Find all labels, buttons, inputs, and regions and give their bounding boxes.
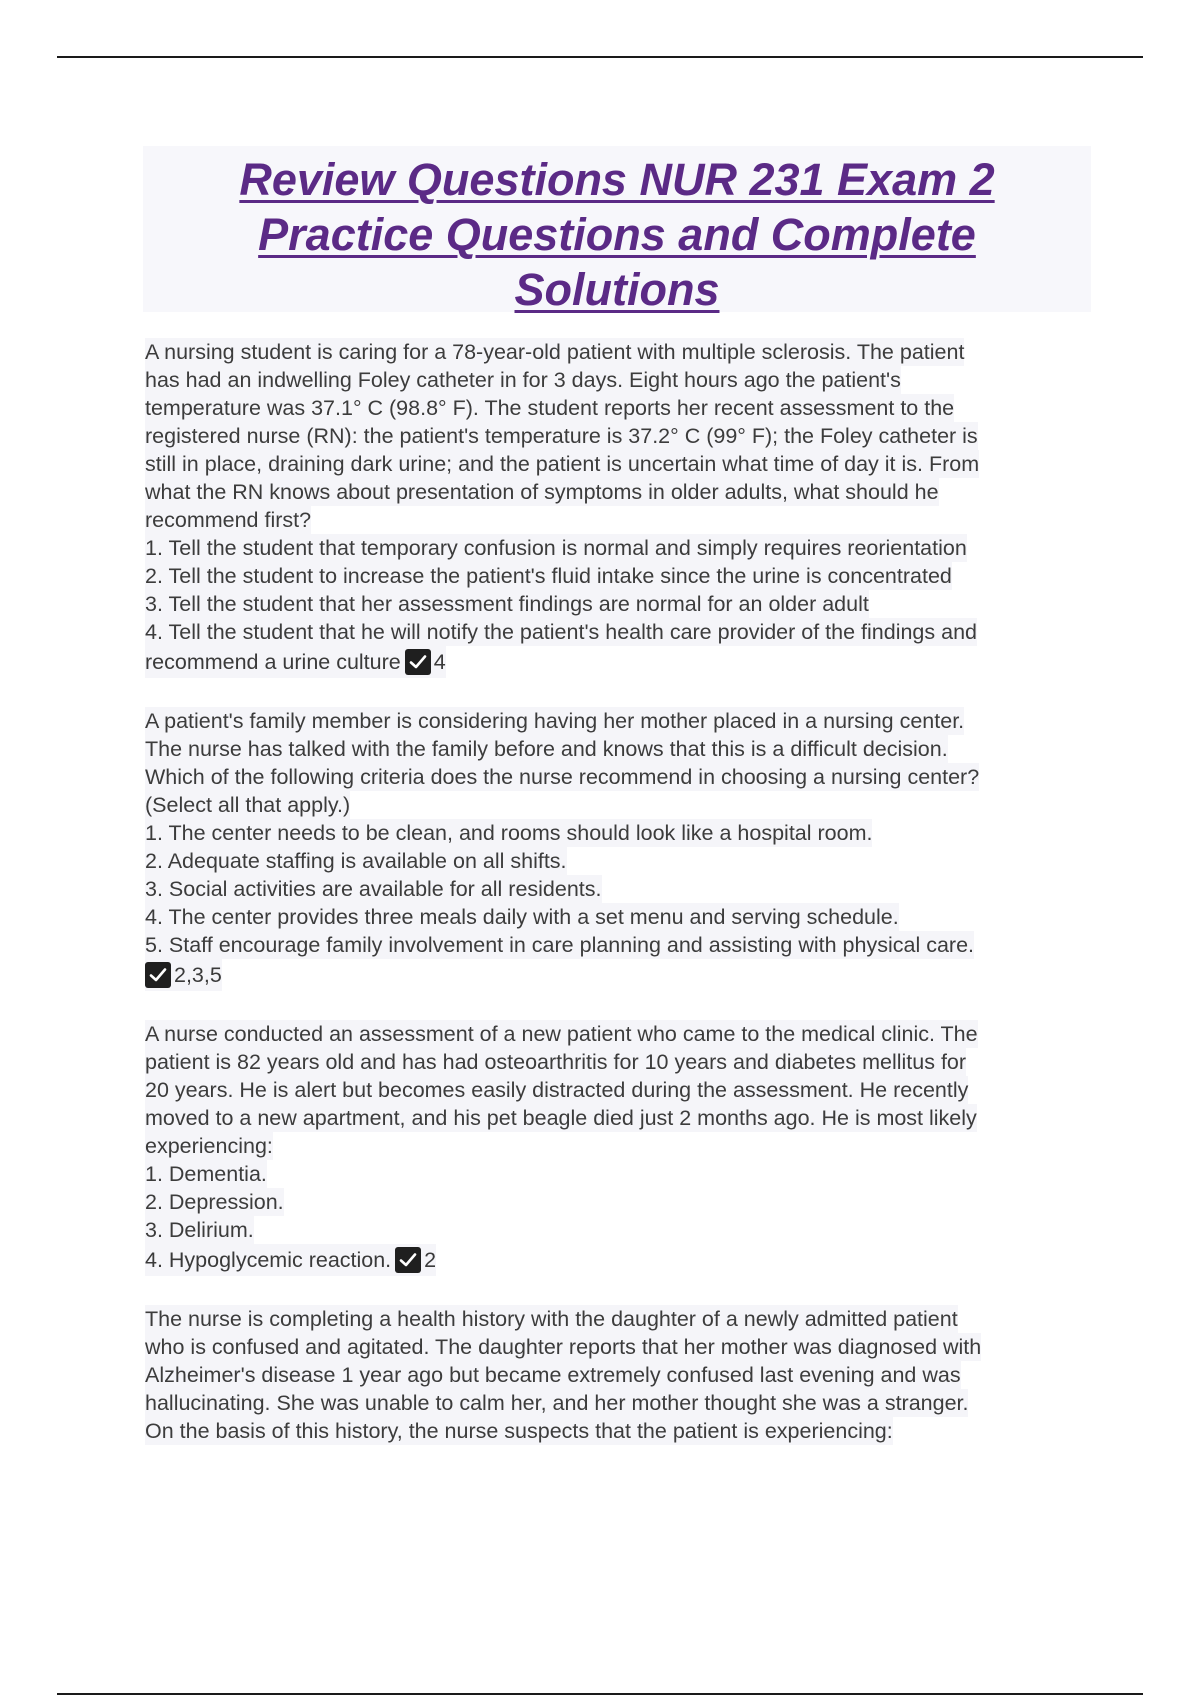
question-stem-line: On the basis of this history, the nurse suspects that the patient is experiencing: [145,1419,893,1443]
answer-line [145,646,446,678]
answer-value: 4 [433,650,446,674]
checkmark-icon [145,962,171,988]
question-stem-line: has had an indwelling Foley catheter in for 3 days. Eight hours ago the patient's [145,368,901,392]
answer-value: 2,3,5 [174,963,222,987]
bottom-rule [57,1693,1143,1695]
question-4 [145,1305,1090,1445]
correct-answer [145,959,222,991]
question-3 [145,1020,1090,1276]
answer-option-continuation: recommend a urine culture [145,650,401,674]
correct-answer [395,1244,436,1276]
question-2 [145,707,1090,991]
answer-option: 2. Adequate staffing is available on all shifts. [145,849,567,873]
answer-line [145,1244,436,1276]
answer-line [145,959,222,991]
question-stem-line: Alzheimer's disease 1 year ago but became extremely confused last evening and was [145,1363,961,1387]
correct-answer [405,646,446,678]
question-stem-line: The nurse has talked with the family before and knows that this is a difficult decision. [145,737,948,761]
question-stem-line: The nurse is completing a health history with the daughter of a newly admitted patient [145,1307,958,1331]
checkmark-icon [395,1247,421,1273]
question-1 [145,338,1090,678]
question-stem-line: 20 years. He is alert but becomes easily distracted during the assessment. He recently [145,1078,969,1102]
answer-option: 3. Delirium. [145,1218,254,1242]
answer-option: 3. Social activities are available for all residents. [145,877,602,901]
title-line: Review Questions NUR 231 Exam 2 [239,154,995,205]
question-stem-line: registered nurse (RN): the patient's temperature is 37.2° C (99° F); the Foley catheter is [145,424,978,448]
question-stem-line: experiencing: [145,1134,273,1158]
checkmark-icon [405,649,431,675]
top-rule [57,56,1143,58]
question-stem-line: hallucinating. She was unable to calm her, and her mother thought she was a stranger. [145,1391,969,1415]
title-banner [143,146,1091,315]
answer-option: 4. The center provides three meals daily with a set menu and serving schedule. [145,905,899,929]
question-stem-line: A patient's family member is considering having her mother placed in a nursing center. [145,709,965,733]
question-stem-line: A nurse conducted an assessment of a new patient who came to the medical clinic. The [145,1022,978,1046]
question-stem-line: patient is 82 years old and has had osteoarthritis for 10 years and diabetes mellitus for [145,1050,967,1074]
question-stem-line: temperature was 37.1° C (98.8° F). The student reports her recent assessment to the [145,396,955,420]
title-line: Solutions [514,264,720,315]
question-list [145,338,1090,1474]
page-title [143,146,1091,317]
answer-option: 1. Tell the student that temporary confusion is normal and simply requires reorientation [145,536,967,560]
question-stem-line: who is confused and agitated. The daughter reports that her mother was diagnosed with [145,1335,982,1359]
answer-option: 2. Tell the student to increase the patient's fluid intake since the urine is concentrated [145,564,952,588]
question-stem-line: recommend first? [145,508,312,532]
answer-option: 5. Staff encourage family involvement in care planning and assisting with physical care. [145,933,974,957]
question-stem-line: what the RN knows about presentation of symptoms in older adults, what should he [145,480,939,504]
answer-option: 3. Tell the student that her assessment findings are normal for an older adult [145,592,869,616]
answer-option: 4. Tell the student that he will notify the patient's health care provider of the findings and [145,620,977,644]
question-stem-line: still in place, draining dark urine; and the patient is uncertain what time of day it is. From [145,452,980,476]
question-stem-line: Which of the following criteria does the nurse recommend in choosing a nursing center? [145,765,980,789]
question-stem-line: A nursing student is caring for a 78-year-old patient with multiple sclerosis. The patient [145,340,965,364]
title-line: Practice Questions and Complete [258,209,976,260]
answer-option: 2. Depression. [145,1190,284,1214]
answer-option: 4. Hypoglycemic reaction. [145,1248,392,1272]
question-stem-line: (Select all that apply.) [145,793,351,817]
question-stem-line: moved to a new apartment, and his pet beagle died just 2 months ago. He is most likely [145,1106,977,1130]
answer-option: 1. The center needs to be clean, and rooms should look like a hospital room. [145,821,873,845]
answer-value: 2 [424,1248,437,1272]
answer-option: 1. Dementia. [145,1162,267,1186]
